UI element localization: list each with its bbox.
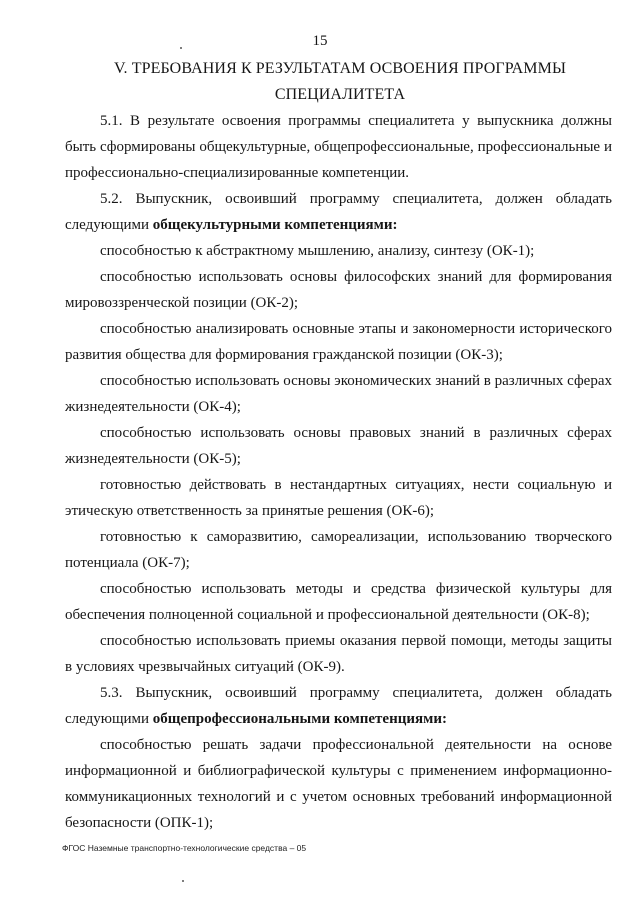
competency-ok-9: способностью использовать приемы оказания первой помощи, методы защиты в условиях чрезвычайных ситуаций (ОК-9). (65, 633, 612, 675)
document-body (65, 108, 612, 836)
competency-ok-5: способностью использовать основы правовых знаний в различных сферах жизнедеятельности (ОК-5); (65, 425, 612, 467)
scan-speck (182, 880, 184, 882)
competency-ok-3: способностью анализировать основные этапы и закономерности исторического развития общества для формирования гражданской позиции (ОК-3); (65, 321, 612, 363)
competency-ok-4: способностью использовать основы экономических знаний в различных сферах жизнедеятельности (ОК-4); (65, 373, 612, 415)
competency-ok-6: готовностью действовать в нестандартных ситуациях, нести социальную и этическую ответственность за принятые решения (ОК-6); (65, 477, 612, 519)
competency-ok-2: способностью использовать основы философских знаний для формирования мировоззренческой позиции (ОК-2); (65, 269, 612, 311)
paragraph-5-2 (65, 186, 612, 238)
page-footer: ФГОС Наземные транспортно-технологические средства – 05 (62, 843, 307, 853)
paragraph-5-3-text: 5.3. Выпускник, освоивший программу специалитета, должен обладать следующими (65, 685, 612, 727)
competency-ok-7: готовностью к саморазвитию, самореализации, использованию творческого потенциала (ОК-7); (65, 529, 612, 571)
competency-ok-1: способностью к абстрактному мышлению, анализу, синтезу (ОК-1); (100, 243, 535, 259)
paragraph-5-2-text: 5.2. Выпускник, освоивший программу специалитета, должен обладать следующими (65, 191, 612, 233)
paragraph-5-1: 5.1. В результате освоения программы специалитета у выпускника должны быть сформированы общекультурные, общепрофессиональные, профессиональные и профессионально-специализированные компетенции. (65, 113, 612, 181)
scan-speck (180, 47, 182, 49)
paragraph-5-2-bold: общекультурными компетенциями: (152, 217, 398, 233)
paragraph-5-3-bold: общепрофессиональными компетенциями: (152, 711, 447, 727)
page-number: 15 (312, 33, 328, 49)
section-title-line1: V. ТРЕБОВАНИЯ К РЕЗУЛЬТАТАМ ОСВОЕНИЯ ПРОГРАММЫ (113, 60, 567, 77)
section-title-line2: СПЕЦИАЛИТЕТА (274, 86, 406, 103)
competency-ok-8: способностью использовать методы и средства физической культуры для обеспечения полноценной социальной и профессиональной деятельности (ОК-8); (65, 581, 612, 623)
competency-opk-1: способностью решать задачи профессиональной деятельности на основе информационной и библиографической культуры с применением информационно-коммуникационных технологий и с учетом основных требований информационной безопасности (ОПК-1); (65, 737, 612, 831)
paragraph-5-3 (65, 680, 612, 732)
